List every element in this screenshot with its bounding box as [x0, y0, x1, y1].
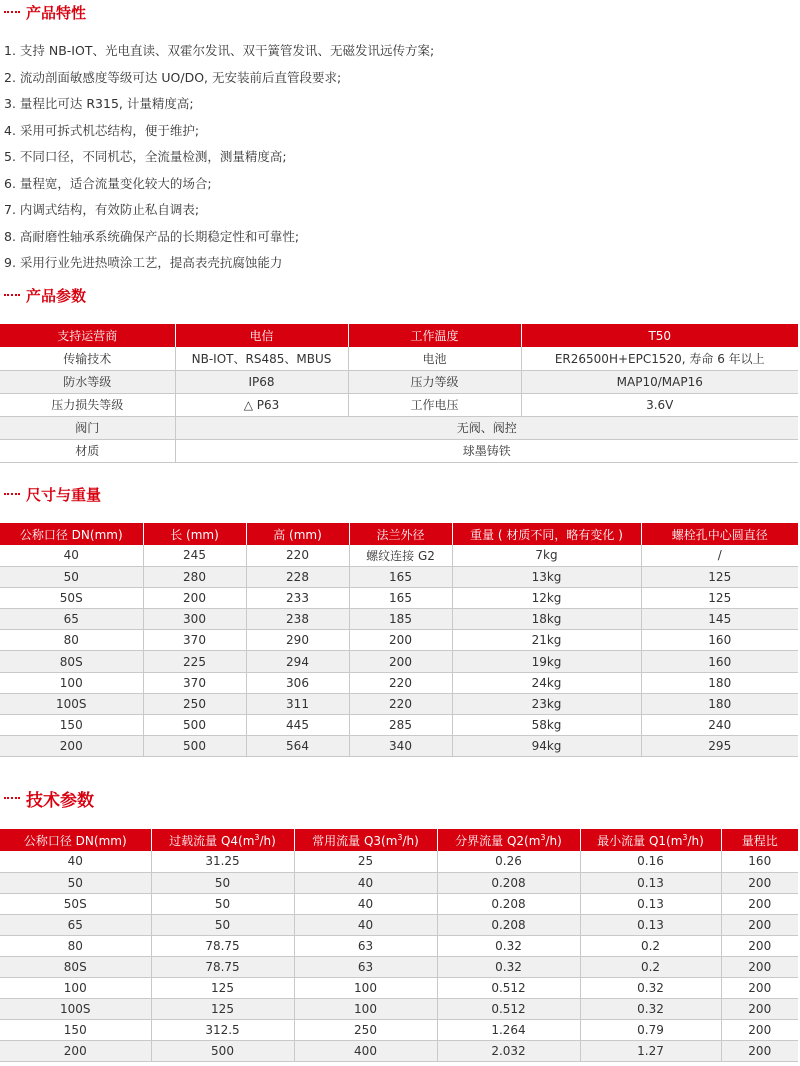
tech-section-title [4, 786, 94, 810]
tech-cell: 0.32 [437, 935, 580, 956]
dims-cell: 160 [641, 630, 798, 651]
tech-cell: 0.2 [580, 935, 721, 956]
tech-cell: 200 [721, 1040, 798, 1061]
tech-cell: 31.25 [151, 851, 294, 872]
tech-title-text: 技术参数 [26, 790, 94, 811]
params-cell: 压力损失等级 [0, 393, 175, 416]
dims-cell: 445 [246, 715, 349, 736]
table-row [0, 630, 798, 651]
params-cell: △ P63 [175, 393, 348, 416]
dims-cell: 螺纹连接 G2 [349, 545, 452, 566]
dims-cell: 220 [349, 672, 452, 693]
tech-cell: 40 [294, 872, 437, 893]
tech-header-cell: 公称口径 DN(mm) [0, 829, 151, 851]
dims-cell: 228 [246, 566, 349, 587]
dims-cell: 50 [0, 566, 143, 587]
params-cell: IP68 [175, 370, 348, 393]
tech-header-cell: 最小流量 $Q1(m^3/h)$ [580, 829, 721, 851]
dims-cell: 200 [0, 736, 143, 757]
tech-header-cell: 分界流量 $Q2(m^3/h)$ [437, 829, 580, 851]
tech-cell: 0.13 [580, 893, 721, 914]
tech-cell: 0.16 [580, 851, 721, 872]
tech-header-cell: 量程比 [721, 829, 798, 851]
tech-cell: 25 [294, 851, 437, 872]
dims-cell: 370 [143, 630, 246, 651]
table-row [0, 914, 798, 935]
table-row [0, 566, 798, 587]
dims-cell: 94kg [452, 736, 641, 757]
tech-cell: 200 [721, 977, 798, 998]
tech-cell: 40 [294, 893, 437, 914]
feature-item: 3. 量程比可达 R315, 计量精度高; [4, 96, 194, 111]
dims-cell: 233 [246, 587, 349, 608]
dims-header-cell: 长 (mm) [143, 523, 246, 545]
tech-cell: 0.26 [437, 851, 580, 872]
dims-header-cell: 重量 ( 材质不同，略有变化 ) [452, 523, 641, 545]
params-table [0, 324, 798, 463]
feature-item: 4. 采用可拆式机芯结构，便于维护; [4, 122, 200, 138]
dims-cell: 295 [641, 736, 798, 757]
params-row [0, 393, 798, 416]
dims-cell: 185 [349, 609, 452, 630]
table-row [0, 715, 798, 736]
tech-cell: 100S [0, 998, 151, 1019]
params-row [0, 416, 798, 439]
tech-cell: 1.264 [437, 1019, 580, 1040]
dims-cell: 80S [0, 651, 143, 672]
dims-cell: 500 [143, 715, 246, 736]
tech-cell: 40 [294, 914, 437, 935]
tech-header-cell: 常用流量 $Q3(m^3/h)$ [294, 829, 437, 851]
dims-cell: 225 [143, 651, 246, 672]
tech-cell: 80 [0, 935, 151, 956]
tech-cell: 200 [721, 998, 798, 1019]
dims-cell: 65 [0, 609, 143, 630]
params-title-text: 产品参数 [26, 286, 87, 305]
tech-cell: 0.208 [437, 914, 580, 935]
dash-decoration [4, 11, 20, 13]
dims-header-cell: 法兰外径 [349, 523, 452, 545]
params-cell: 工作电压 [348, 393, 521, 416]
dims-cell: 200 [143, 587, 246, 608]
tech-cell: 200 [721, 956, 798, 977]
params-cell: 无阀、阀控 [175, 416, 798, 439]
params-cell: 传输技术 [0, 347, 175, 370]
tech-cell: 150 [0, 1019, 151, 1040]
dims-cell: 306 [246, 672, 349, 693]
params-row [0, 370, 798, 393]
feature-item: 5. 不同口径，不同机芯，全流量检测，测量精度高; [4, 149, 287, 164]
tech-cell: 0.512 [437, 977, 580, 998]
params-cell: 球墨铸铁 [175, 439, 798, 462]
dims-cell: 200 [349, 630, 452, 651]
dims-cell: 100 [0, 672, 143, 693]
dims-title-text: 尺寸与重量 [26, 485, 102, 504]
tech-cell: 125 [151, 998, 294, 1019]
params-header-cell: T50 [521, 324, 798, 347]
dims-cell: 200 [349, 651, 452, 672]
tech-cell: 200 [721, 893, 798, 914]
dims-cell: 7kg [452, 545, 641, 566]
dims-cell: 238 [246, 609, 349, 630]
params-cell: 防水等级 [0, 370, 175, 393]
dims-cell: 12kg [452, 587, 641, 608]
table-row [0, 587, 798, 608]
dims-cell: 150 [0, 715, 143, 736]
tech-cell: 0.32 [437, 956, 580, 977]
params-cell: NB-IOT、RS485、MBUS [175, 347, 348, 370]
tech-header-cell: 过载流量 $Q4(m^3/h)$ [151, 829, 294, 851]
dims-cell: 300 [143, 609, 246, 630]
tech-cell: 78.75 [151, 956, 294, 977]
feature-item: 7. 内调式结构，有效防止私自调表; [4, 202, 200, 217]
feature-item: 2. 流动剖面敏感度等级可达 UO/DO, 无安装前后直管段要求; [4, 69, 342, 85]
params-cell: 电池 [348, 347, 521, 370]
params-cell: MAP10/MAP16 [521, 370, 798, 393]
table-row [0, 736, 798, 757]
params-row [0, 347, 798, 370]
tech-cell: 0.208 [437, 872, 580, 893]
dims-cell: 19kg [452, 651, 641, 672]
dims-cell: 165 [349, 587, 452, 608]
table-row [0, 1019, 798, 1040]
tech-cell: 40 [0, 851, 151, 872]
features-list [4, 38, 794, 277]
dims-cell: 240 [641, 715, 798, 736]
tech-cell: 78.75 [151, 935, 294, 956]
dims-header-cell: 螺栓孔中心圆直径 [641, 523, 798, 545]
params-cell: 材质 [0, 439, 175, 462]
dims-table [0, 523, 798, 757]
tech-cell: 250 [294, 1019, 437, 1040]
params-cell: 阀门 [0, 416, 175, 439]
table-row [0, 609, 798, 630]
table-row [0, 872, 798, 893]
dims-cell: 245 [143, 545, 246, 566]
dims-cell: 180 [641, 693, 798, 714]
tech-cell: 80S [0, 956, 151, 977]
dims-header-cell: 公称口径 DN(mm) [0, 523, 143, 545]
tech-cell: 1.27 [580, 1040, 721, 1061]
dims-cell: 100S [0, 693, 143, 714]
tech-cell: 50 [151, 872, 294, 893]
dims-header-row [0, 523, 798, 545]
tech-cell: 0.208 [437, 893, 580, 914]
dash-decoration [4, 797, 20, 799]
feature-item: 1. 支持 NB-IOT、光电直读、双霍尔发讯、双干簧管发讯、无磁发讯远传方案; [4, 43, 435, 58]
tech-cell: 50 [0, 872, 151, 893]
table-row [0, 956, 798, 977]
tech-cell: 100 [294, 998, 437, 1019]
tech-cell: 125 [151, 977, 294, 998]
tech-table [0, 829, 798, 1062]
dims-cell: 125 [641, 566, 798, 587]
tech-cell: 100 [0, 977, 151, 998]
dims-cell: 340 [349, 736, 452, 757]
feature-item: 6. 量程宽，适合流量变化较大的场合; [4, 175, 212, 191]
params-cell: 3.6V [521, 393, 798, 416]
dims-cell: 165 [349, 566, 452, 587]
table-row [0, 851, 798, 872]
tech-cell: 63 [294, 935, 437, 956]
dims-cell: 250 [143, 693, 246, 714]
features-section-title [4, 0, 86, 24]
dims-cell: 160 [641, 651, 798, 672]
table-row [0, 893, 798, 914]
tech-cell: 200 [721, 1019, 798, 1040]
tech-cell: 200 [721, 935, 798, 956]
features-title-text: 产品特性 [26, 3, 87, 22]
dims-cell: 18kg [452, 609, 641, 630]
dims-cell: 285 [349, 715, 452, 736]
dims-cell: 294 [246, 651, 349, 672]
params-section-title [4, 283, 86, 307]
dims-cell: 125 [641, 587, 798, 608]
dims-cell: 50S [0, 587, 143, 608]
params-cell: ER26500H+EPC1520, 寿命 6 年以上 [521, 347, 798, 370]
dims-cell: 58kg [452, 715, 641, 736]
dims-cell: 311 [246, 693, 349, 714]
tech-header-row [0, 829, 798, 851]
tech-cell: 50S [0, 893, 151, 914]
dims-cell: 564 [246, 736, 349, 757]
tech-cell: 0.13 [580, 872, 721, 893]
params-row [0, 439, 798, 462]
dash-decoration [4, 493, 20, 495]
dims-cell: 145 [641, 609, 798, 630]
tech-cell: 50 [151, 914, 294, 935]
dims-cell: 220 [349, 693, 452, 714]
params-header-cell: 工作温度 [348, 324, 521, 347]
params-cell: 压力等级 [348, 370, 521, 393]
params-header-cell: 电信 [175, 324, 348, 347]
tech-cell: 200 [721, 872, 798, 893]
table-row [0, 545, 798, 566]
dims-cell: 370 [143, 672, 246, 693]
params-header-cell: 支持运营商 [0, 324, 175, 347]
tech-cell: 200 [721, 914, 798, 935]
dims-header-cell: 高 (mm) [246, 523, 349, 545]
tech-cell: 0.13 [580, 914, 721, 935]
params-header-row [0, 324, 798, 347]
feature-item: 8. 高耐磨性轴承系统确保产品的长期稳定性和可靠性; [4, 228, 300, 244]
tech-cell: 50 [151, 893, 294, 914]
dims-section-title [4, 482, 101, 506]
dims-cell: 21kg [452, 630, 641, 651]
tech-cell: 65 [0, 914, 151, 935]
dims-cell: 290 [246, 630, 349, 651]
tech-cell: 100 [294, 977, 437, 998]
dims-cell: 80 [0, 630, 143, 651]
dims-cell: / [641, 545, 798, 566]
dims-cell: 220 [246, 545, 349, 566]
dims-cell: 180 [641, 672, 798, 693]
dims-cell: 500 [143, 736, 246, 757]
tech-cell: 500 [151, 1040, 294, 1061]
table-row [0, 1040, 798, 1061]
table-row [0, 651, 798, 672]
tech-cell: 0.79 [580, 1019, 721, 1040]
table-row [0, 998, 798, 1019]
table-row [0, 693, 798, 714]
dims-cell: 23kg [452, 693, 641, 714]
tech-cell: 63 [294, 956, 437, 977]
dims-cell: 24kg [452, 672, 641, 693]
tech-cell: 200 [0, 1040, 151, 1061]
tech-cell: 400 [294, 1040, 437, 1061]
table-row [0, 935, 798, 956]
tech-cell: 0.32 [580, 977, 721, 998]
tech-cell: 0.32 [580, 998, 721, 1019]
table-row [0, 977, 798, 998]
tech-cell: 160 [721, 851, 798, 872]
dims-cell: 280 [143, 566, 246, 587]
table-row [0, 672, 798, 693]
feature-item: 9. 采用行业先进热喷涂工艺，提高表壳抗腐蚀能力 [4, 255, 283, 270]
tech-cell: 2.032 [437, 1040, 580, 1061]
tech-cell: 0.512 [437, 998, 580, 1019]
dims-cell: 40 [0, 545, 143, 566]
dash-decoration [4, 294, 20, 296]
tech-cell: 0.2 [580, 956, 721, 977]
tech-cell: 312.5 [151, 1019, 294, 1040]
dims-cell: 13kg [452, 566, 641, 587]
